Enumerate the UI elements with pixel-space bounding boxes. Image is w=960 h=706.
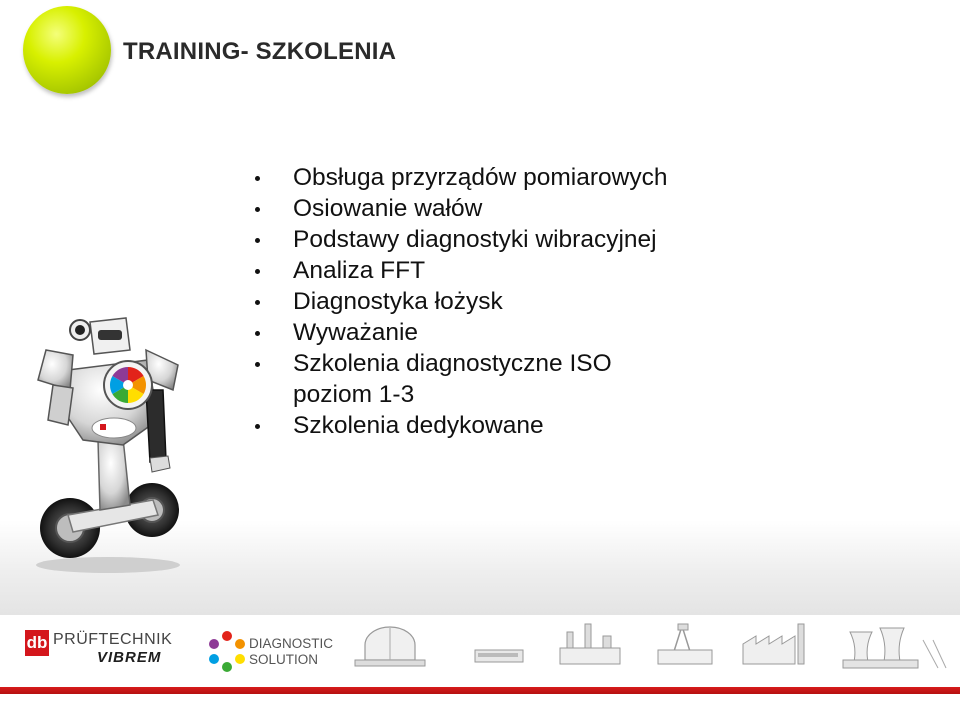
bullet-dot-icon xyxy=(255,362,260,367)
solution-label: SOLUTION xyxy=(249,652,319,667)
footer-red-line xyxy=(0,687,960,694)
diagnostic-label: DIAGNOSTIC xyxy=(249,636,334,651)
observatory-sketch-icon xyxy=(350,620,430,670)
refinery-sketch-icon xyxy=(555,620,625,670)
mobile-unit-sketch-icon xyxy=(470,620,530,670)
bullet-dot-icon xyxy=(255,176,260,181)
power-plant-sketch-icon xyxy=(838,620,948,675)
pruftechnik-vibrem-logo xyxy=(25,630,185,670)
bullet-continuation: poziom 1-3 xyxy=(293,381,415,408)
dots-ring-icon xyxy=(207,630,247,674)
bullet-item: Wyważanie xyxy=(255,317,815,348)
bullet-dot-icon xyxy=(255,269,260,274)
bullet-dot-icon xyxy=(255,300,260,305)
factory-sketch-icon xyxy=(738,620,813,670)
bullet-item: Diagnostyka łożysk xyxy=(255,286,815,317)
bullet-item: Szkolenia dedykowane xyxy=(255,410,815,441)
mine-tower-sketch-icon xyxy=(650,620,720,670)
db-logo-mark: db xyxy=(25,630,49,656)
bullet-dot-icon xyxy=(255,331,260,336)
bullet-item: Osiowanie wałów xyxy=(255,193,815,224)
bullet-item: Szkolenia diagnostyczne ISO xyxy=(255,348,815,379)
bullet-item: Podstawy diagnostyki wibracyjnej xyxy=(255,224,815,255)
bullet-dot-icon xyxy=(255,238,260,243)
diagnostic-solution-logo xyxy=(207,630,337,674)
bullet-dot-icon xyxy=(255,207,260,212)
slide-title: TRAINING- SZKOLENIA xyxy=(123,38,397,65)
bullet-item: Obsługa przyrządów pomiarowych xyxy=(255,162,815,193)
logo-ball-icon xyxy=(23,6,111,94)
robot-segway-illustration xyxy=(28,310,188,575)
pruftechnik-label: PRÜFTECHNIK xyxy=(53,631,173,648)
bullet-item: Analiza FFT xyxy=(255,255,815,286)
bullet-dot-icon xyxy=(255,424,260,429)
vibrem-label: VIBREM xyxy=(97,649,162,666)
bullet-list xyxy=(255,162,815,441)
